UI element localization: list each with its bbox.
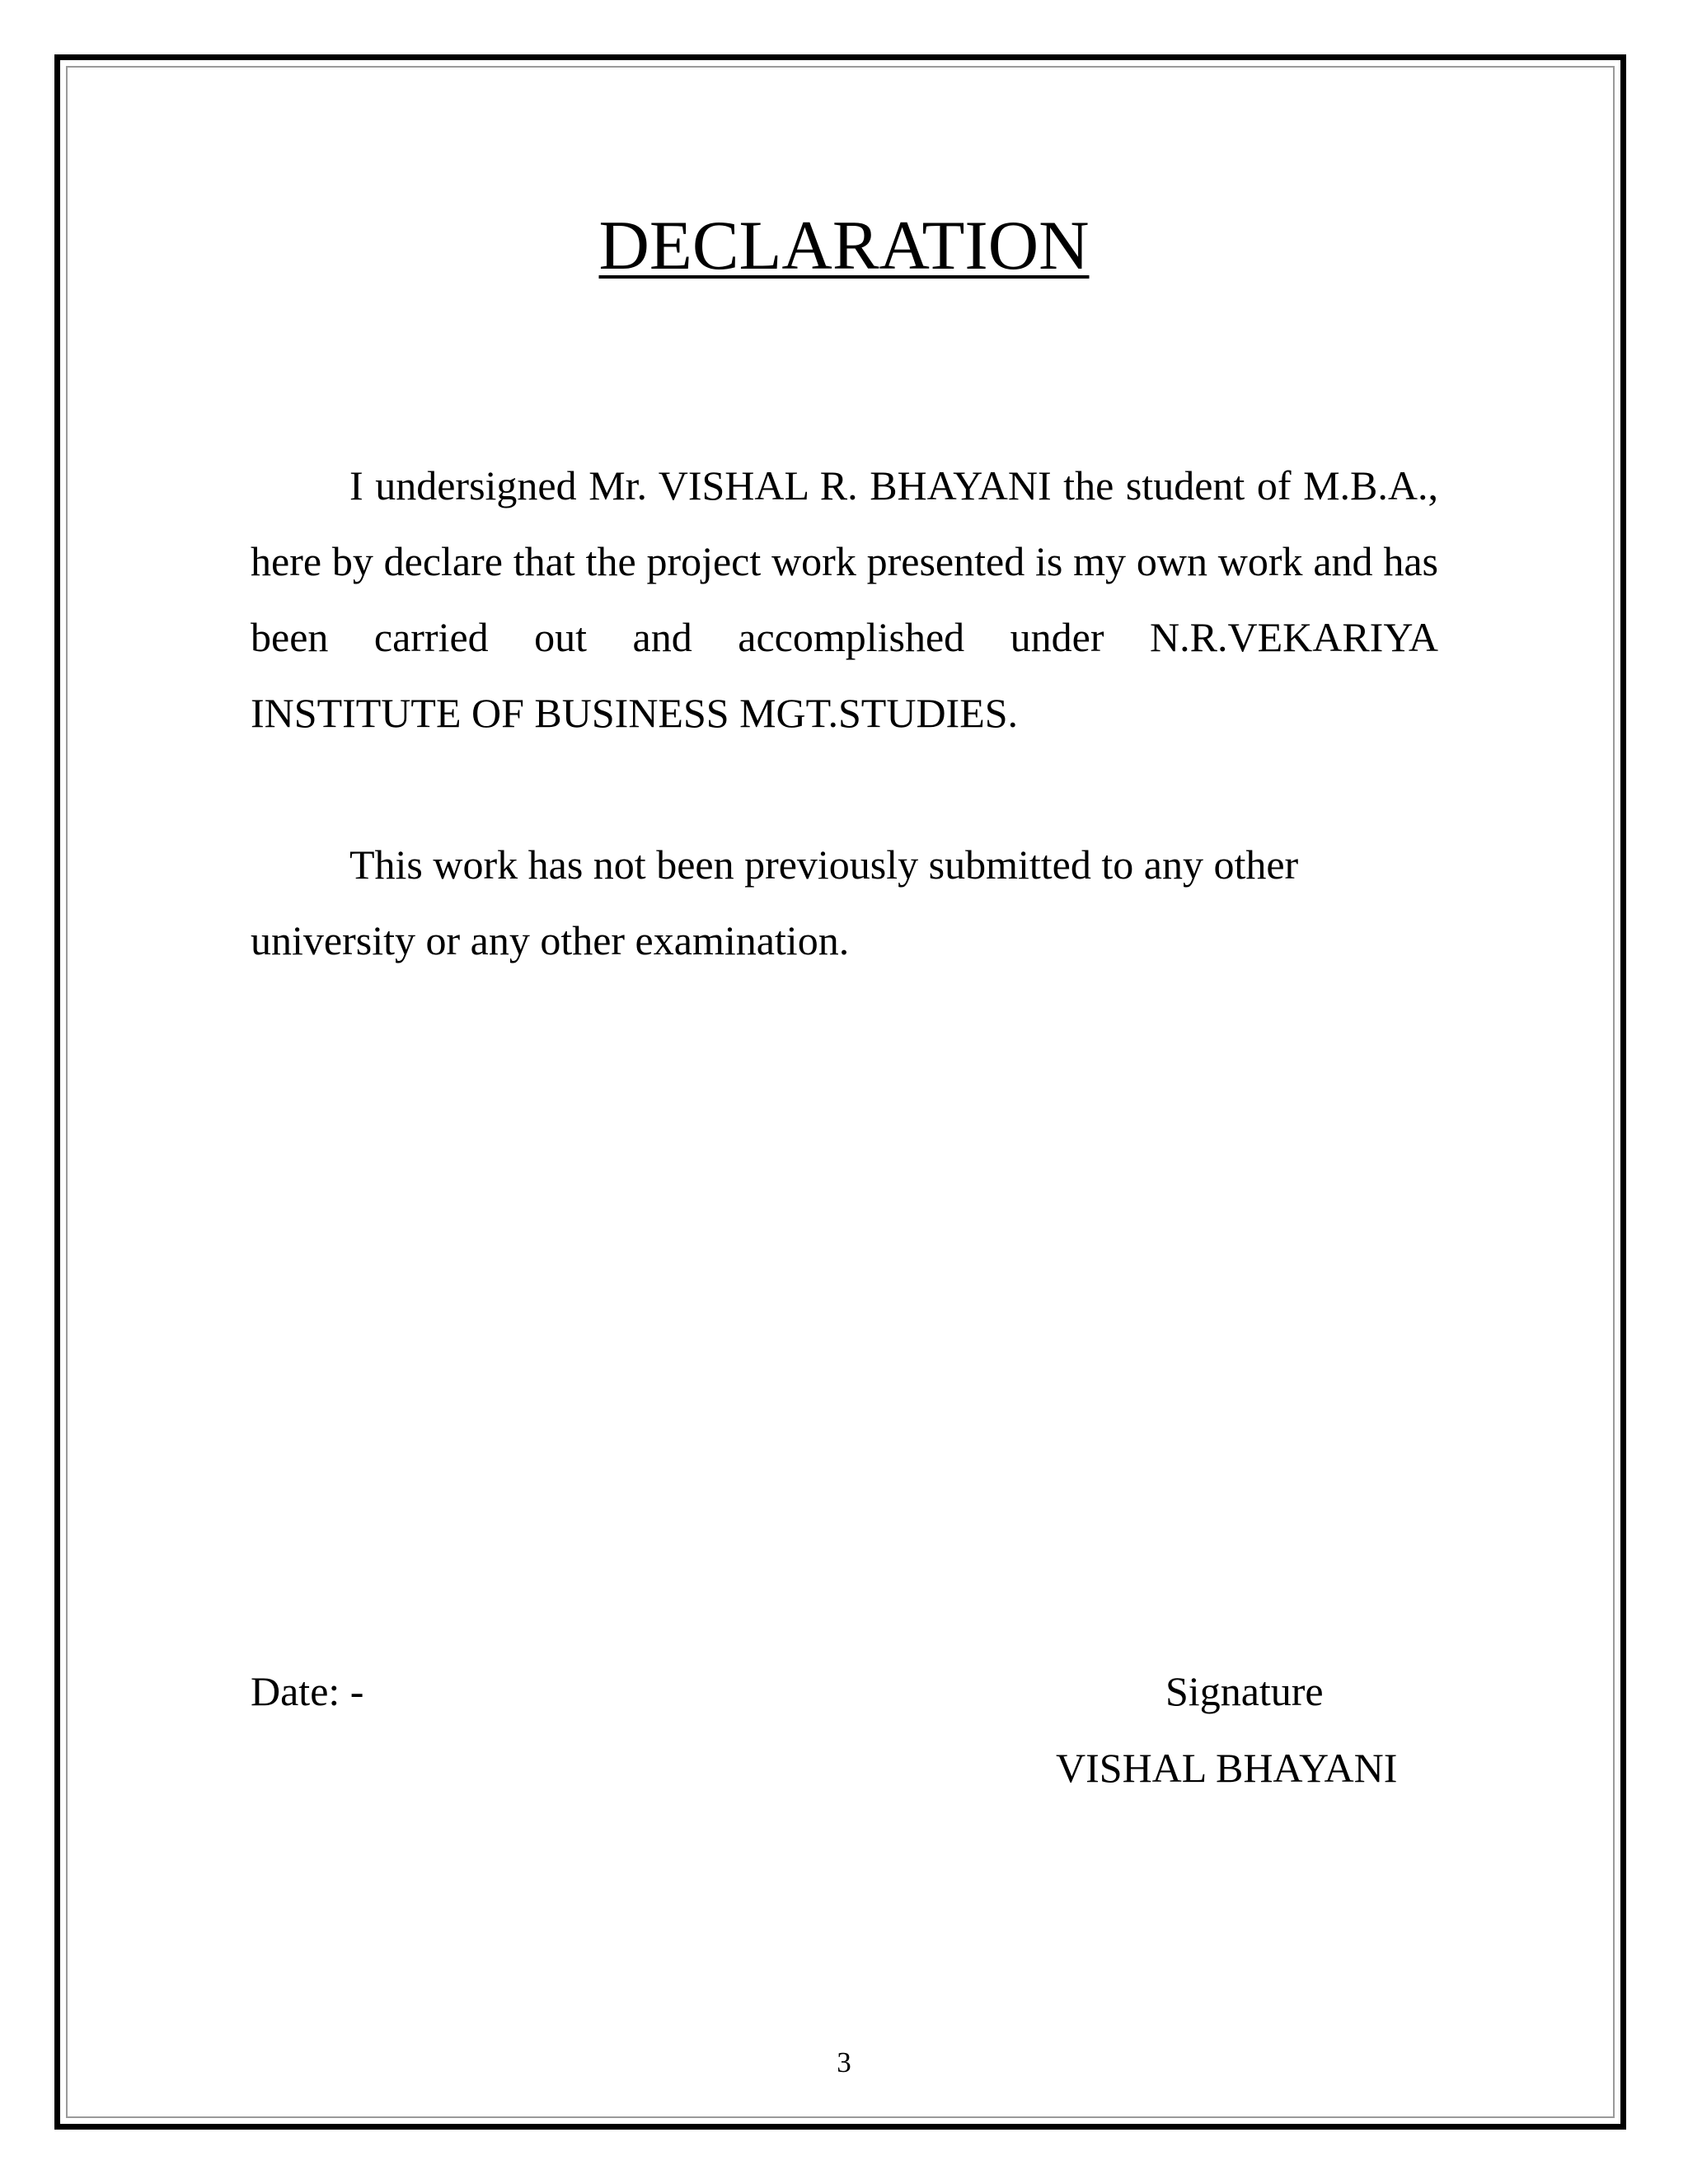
page-number: 3 <box>837 2046 851 2079</box>
signer-name: VISHAL BHAYANI <box>1056 1745 1398 1791</box>
page-title-container <box>0 204 1688 287</box>
submission-statement: This work has not been previously submitted to any other university or any other examination. <box>251 841 1299 963</box>
page-title: DECLARATION <box>598 207 1090 284</box>
date-label: Date: - <box>251 1668 364 1714</box>
declaration-paragraph: I undersigned Mr. VISHAL R. BHAYANI the student of M.B.A., here by declare that the project work presented is my own work and has been carried out and accomplished under N.R.VEKARIYA INSTITUTE OF BUSINESS MGT.STUDIES. <box>251 462 1438 736</box>
signature-label: Signature <box>1165 1668 1324 1714</box>
page-border-inner <box>66 66 1615 2118</box>
